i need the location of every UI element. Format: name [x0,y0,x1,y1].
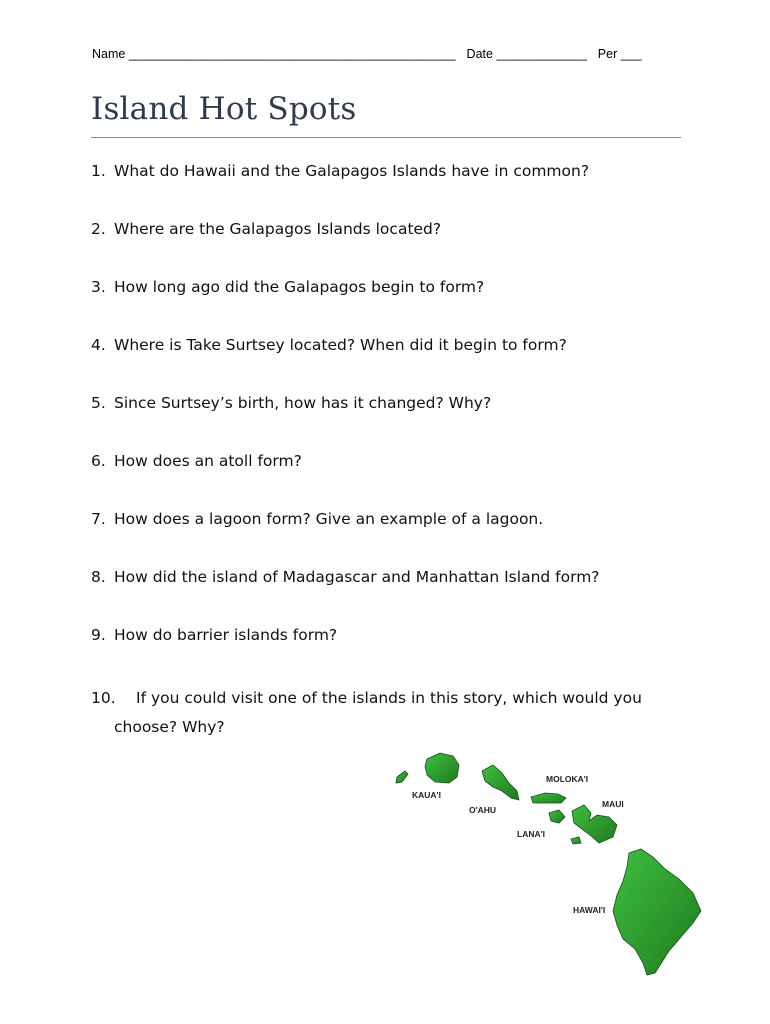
question-text: How does a lagoon form? Give an example of a lagoon. [114,510,544,528]
name-label: Name [92,47,126,61]
question-number: 2. [91,220,106,238]
date-label: Date [466,47,493,61]
question-text: What do Hawaii and the Galapagos Islands have in common? [114,162,590,180]
question-number: 7. [91,510,106,528]
name-blank: _______________________________________________ [128,47,456,61]
maui-label: MAUI [602,799,624,809]
question-text: How do barrier islands form? [114,626,338,644]
question-3 [91,278,484,296]
oahu-label: O'AHU [469,805,497,815]
question-text: How does an atoll form? [114,452,302,470]
question-number: 1. [91,162,106,180]
question-1 [91,162,589,180]
molokai-label: MOLOKA'I [546,774,589,784]
title-divider [91,137,681,138]
lanai-label: LANA'I [517,829,545,839]
question-number: 10. [91,689,116,707]
student-info-line [92,47,642,61]
oahu-island [482,765,519,800]
hawaii-label: HAWAI'I [573,905,606,915]
question-text: How did the island of Madagascar and Manhattan Island form? [114,568,600,586]
per-label: Per [597,47,618,61]
per-blank: ___ [620,47,642,61]
question-number: 3. [91,278,106,296]
hawaii-islands-map [385,745,710,985]
question-number: 6. [91,452,106,470]
question-number: 9. [91,626,106,644]
question-number: 4. [91,336,106,354]
question-8 [91,568,600,586]
kauai-label: KAUA'I [412,790,441,800]
hawaii-big-island [613,849,701,975]
date-blank: _____________ [496,47,587,61]
question-number: 5. [91,394,106,412]
question-text: Where is Take Surtsey located? When did it begin to form? [114,336,567,354]
question-text: Since Surtsey’s birth, how has it changed? Why? [114,394,492,412]
page-title: Island Hot Spots [91,91,357,127]
question-4 [91,336,567,354]
kauai-island [425,753,459,783]
question-9 [91,626,337,644]
molokai-island [531,793,566,803]
question-2 [91,220,441,238]
question-text: How long ago did the Galapagos begin to form? [114,278,485,296]
question-10 [91,684,642,742]
question-7 [91,510,543,528]
question-text-line-2: choose? Why? [114,718,225,736]
niihau-island [396,771,408,783]
question-number: 8. [91,568,106,586]
question-5 [91,394,491,412]
question-text: Where are the Galapagos Islands located? [114,220,442,238]
question-6 [91,452,302,470]
question-text-line-1: If you could visit one of the islands in this story, which would you [136,689,642,707]
lanai-island [549,810,565,823]
kahoolawe-island [571,837,581,844]
